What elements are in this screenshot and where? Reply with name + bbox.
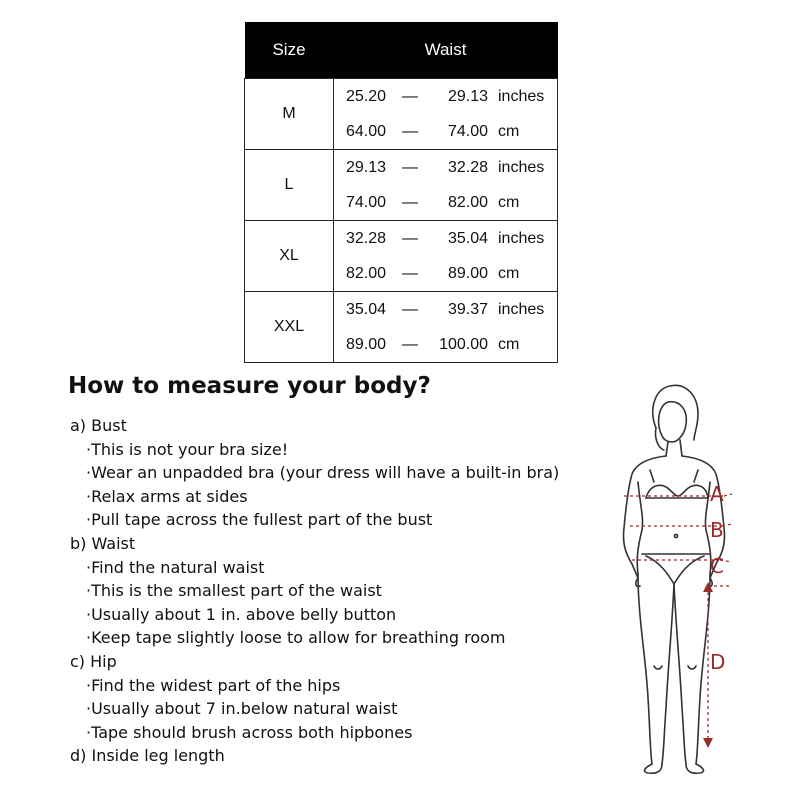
guide-tip: ·This is the smallest part of the waist bbox=[86, 581, 382, 601]
measure-guide-title: How to measure your body? bbox=[68, 373, 431, 399]
waist-range-cell bbox=[334, 79, 558, 150]
size-label-cell: XL bbox=[245, 221, 334, 292]
waist-range-cm bbox=[346, 185, 557, 220]
range-separator: — bbox=[402, 264, 418, 282]
range-low-value: 89.00 bbox=[346, 335, 387, 353]
waist-range-cm bbox=[346, 256, 557, 291]
range-separator: — bbox=[402, 229, 418, 247]
range-separator: — bbox=[402, 158, 418, 176]
guide-tip: ·Relax arms at sides bbox=[86, 486, 248, 506]
range-unit: inches bbox=[498, 300, 545, 318]
range-low-value: 35.04 bbox=[346, 300, 387, 318]
guide-tip: ·Usually about 7 in.below natural waist bbox=[86, 699, 398, 719]
size-label-cell: L bbox=[245, 150, 334, 221]
guide-tip: ·Usually about 1 in. above belly button bbox=[86, 604, 397, 624]
waist-range-cell bbox=[334, 292, 558, 363]
range-high-value: 74.00 bbox=[447, 122, 488, 140]
range-unit: inches bbox=[498, 229, 545, 247]
inside-leg-label-d: D bbox=[710, 650, 726, 674]
waist-column-header: Waist bbox=[334, 22, 558, 79]
range-separator: — bbox=[402, 122, 418, 140]
range-high-value: 29.13 bbox=[447, 87, 488, 105]
guide-section-heading: b) Waist bbox=[70, 533, 136, 553]
range-separator: — bbox=[402, 335, 418, 353]
range-unit: cm bbox=[498, 335, 520, 353]
range-high-value: 32.28 bbox=[447, 158, 488, 176]
silhouette-outline bbox=[623, 385, 724, 773]
waist-range-cm bbox=[346, 114, 557, 149]
range-unit: inches bbox=[498, 158, 545, 176]
range-low-value: 82.00 bbox=[346, 264, 387, 282]
guide-tip: ·This is not your bra size! bbox=[86, 439, 289, 459]
range-low-value: 25.20 bbox=[346, 87, 387, 105]
range-low-value: 64.00 bbox=[346, 122, 387, 140]
size-chart-table bbox=[244, 22, 558, 363]
range-unit: cm bbox=[498, 122, 520, 140]
guide-section-heading: c) Hip bbox=[70, 651, 117, 671]
guide-tip: ·Tape should brush across both hipbones bbox=[86, 722, 413, 742]
range-high-value: 39.37 bbox=[447, 300, 488, 318]
guide-section-heading: d) Inside leg length bbox=[70, 746, 225, 766]
range-unit: cm bbox=[498, 264, 520, 282]
size-table-body bbox=[245, 79, 558, 363]
range-unit: inches bbox=[498, 87, 545, 105]
range-low-value: 74.00 bbox=[346, 193, 387, 211]
waist-label-b: B bbox=[710, 518, 724, 542]
range-high-value: 100.00 bbox=[439, 335, 488, 353]
guide-tip: ·Find the widest part of the hips bbox=[86, 675, 341, 695]
hip-label-c: C bbox=[710, 554, 724, 578]
range-high-value: 82.00 bbox=[447, 193, 488, 211]
waist-range-inches bbox=[346, 79, 557, 114]
arrowhead-down bbox=[703, 738, 713, 748]
guide-tip: ·Keep tape slightly loose to allow for breathing room bbox=[86, 628, 506, 648]
range-unit: cm bbox=[498, 193, 520, 211]
body-measurement-figure bbox=[598, 378, 788, 778]
waist-range-cell bbox=[334, 221, 558, 292]
range-separator: — bbox=[402, 300, 418, 318]
table-row bbox=[245, 79, 558, 150]
range-low-value: 32.28 bbox=[346, 229, 387, 247]
guide-tip: ·Wear an unpadded bra (your dress will have a built-in bra) bbox=[86, 463, 560, 483]
range-low-value: 29.13 bbox=[346, 158, 387, 176]
guide-tip: ·Find the natural waist bbox=[86, 557, 265, 577]
size-label-cell: M bbox=[245, 79, 334, 150]
measure-guide-list bbox=[70, 414, 590, 768]
size-label-cell: XXL bbox=[245, 292, 334, 363]
size-column-header: Size bbox=[245, 22, 334, 79]
waist-range-inches bbox=[346, 292, 557, 327]
guide-section-heading: a) Bust bbox=[70, 416, 127, 435]
range-high-value: 89.00 bbox=[447, 264, 488, 282]
table-row bbox=[245, 221, 558, 292]
waist-range-cm bbox=[346, 327, 557, 362]
range-high-value: 35.04 bbox=[447, 229, 488, 247]
table-header-row bbox=[245, 22, 558, 79]
table-row bbox=[245, 150, 558, 221]
waist-range-inches bbox=[346, 221, 557, 256]
table-row bbox=[245, 292, 558, 363]
waist-range-inches bbox=[346, 150, 557, 185]
range-separator: — bbox=[402, 193, 418, 211]
bust-label-a: A bbox=[710, 482, 724, 506]
female-silhouette-illustration bbox=[598, 378, 788, 778]
range-separator: — bbox=[402, 87, 418, 105]
waist-range-cell bbox=[334, 150, 558, 221]
guide-tip: ·Pull tape across the fullest part of the bust bbox=[86, 510, 433, 530]
